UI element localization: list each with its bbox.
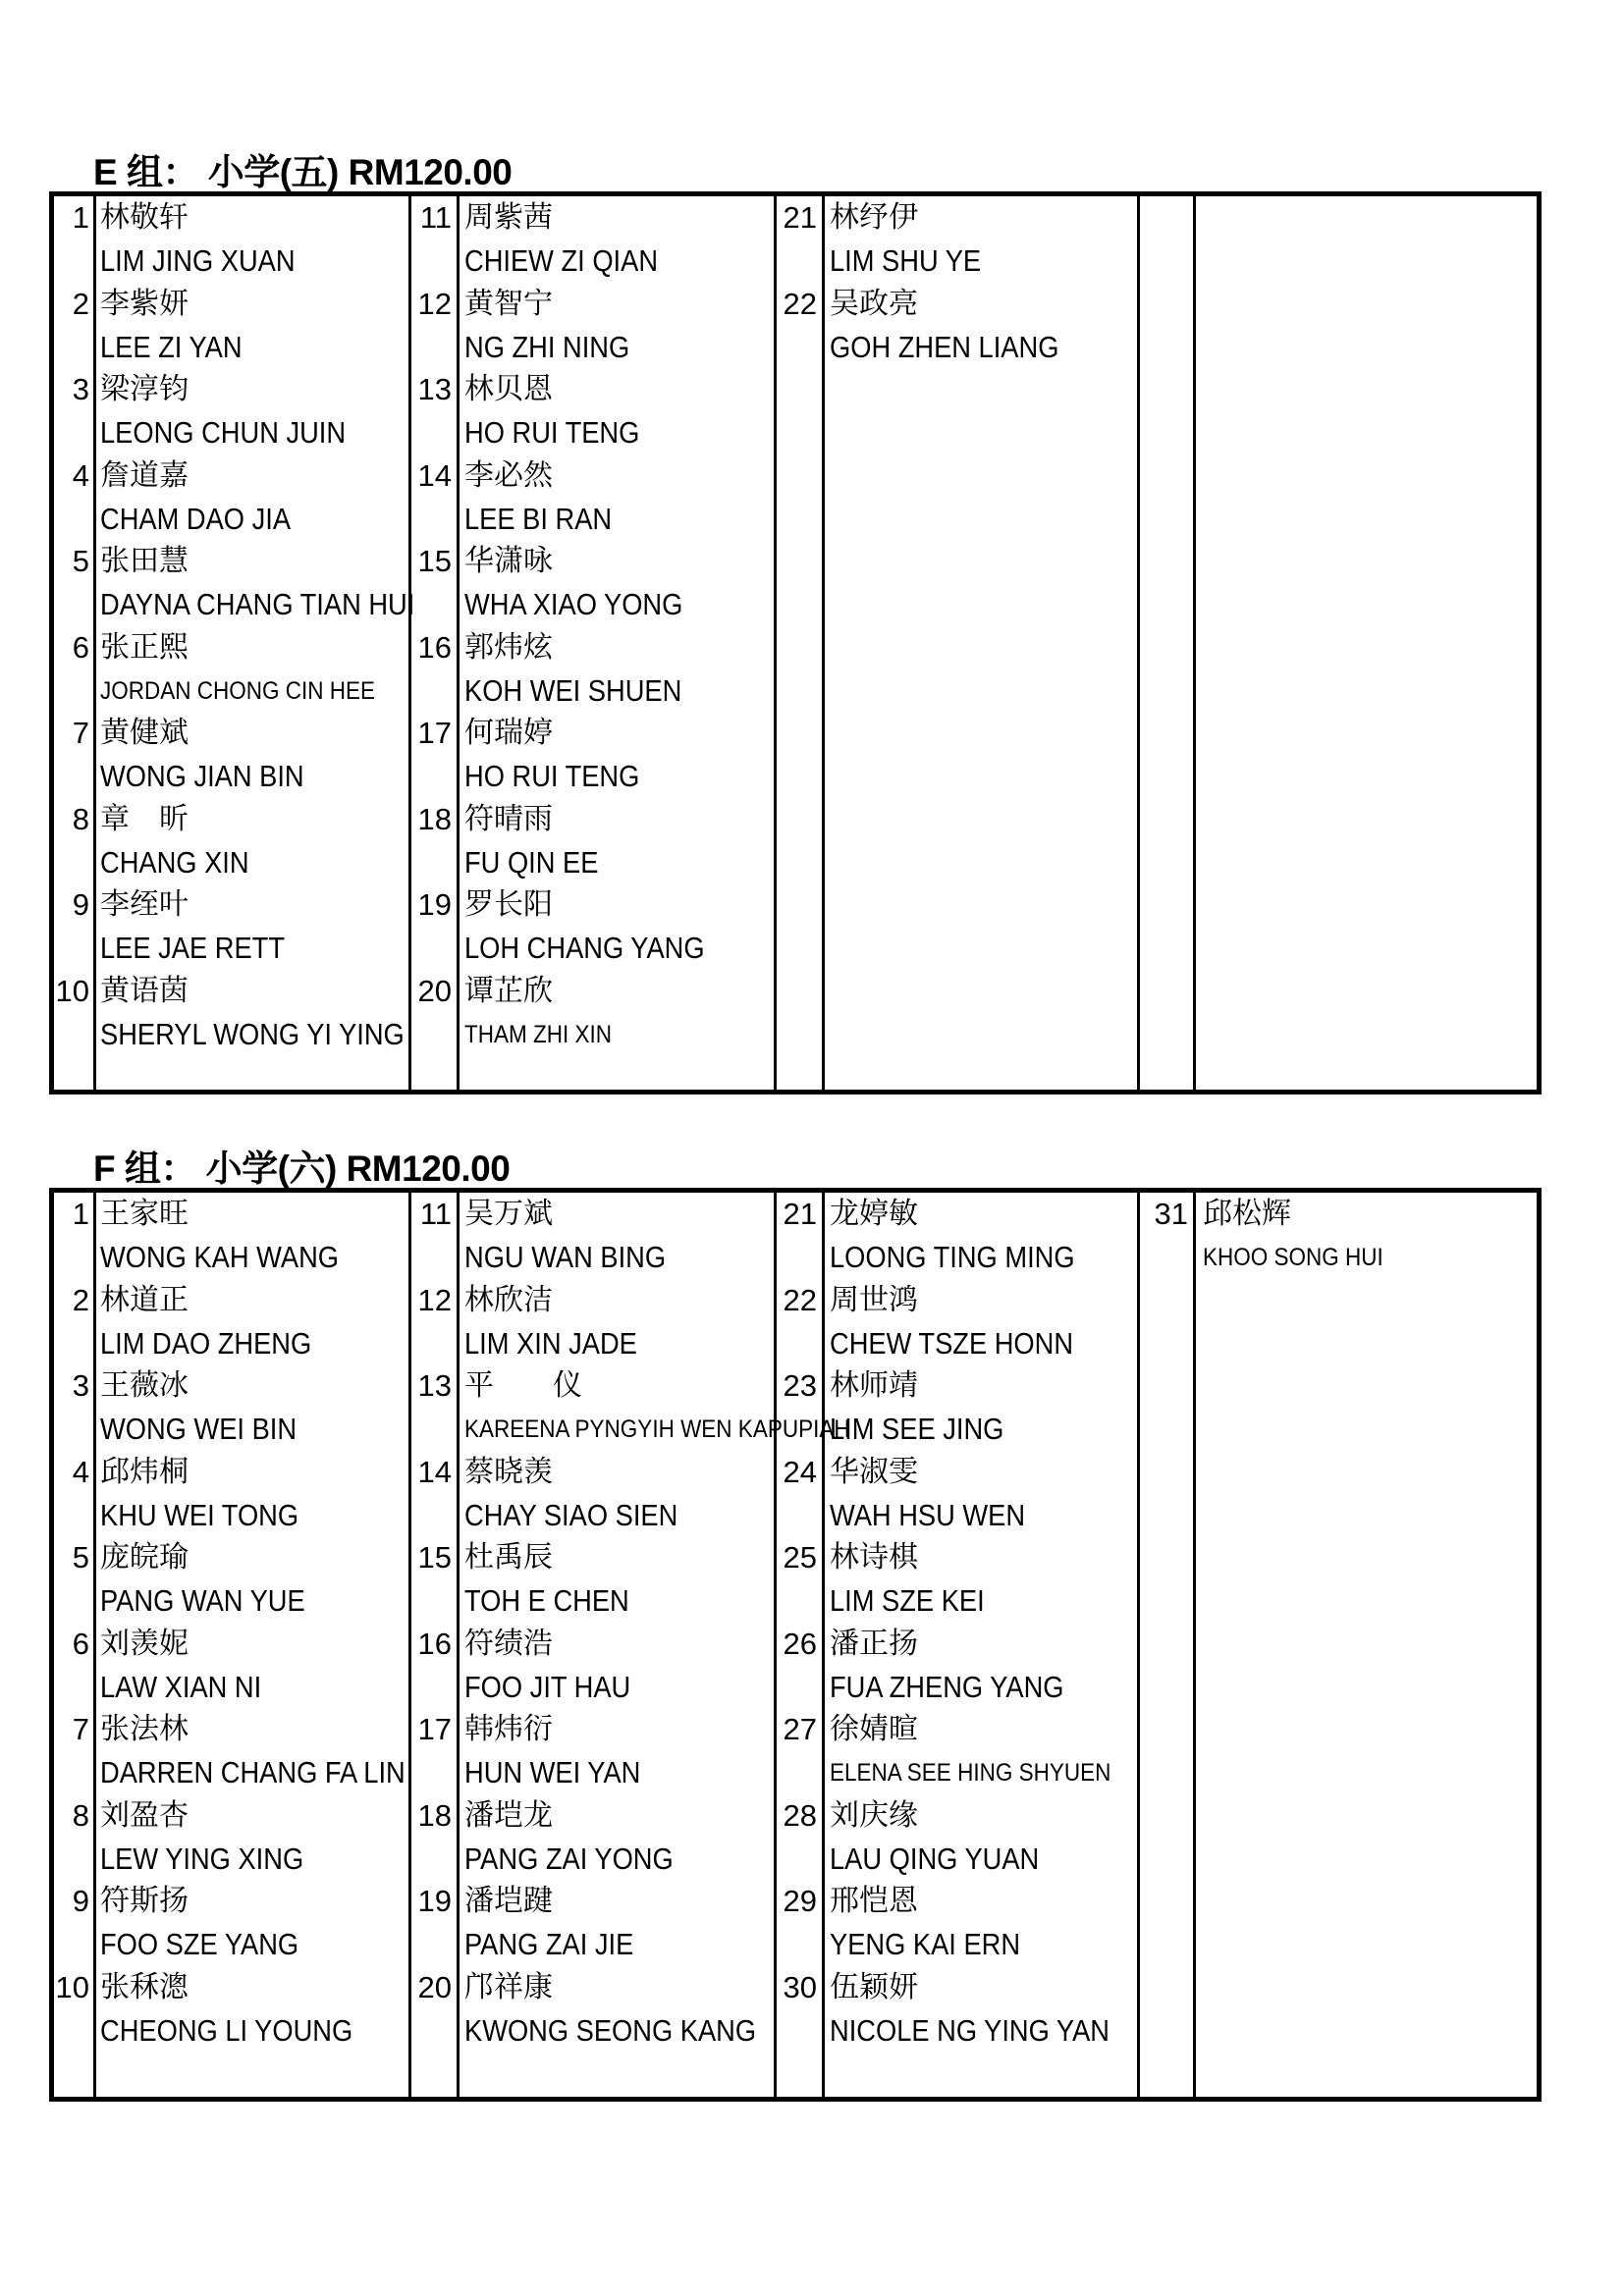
participant-number: 11 — [419, 200, 452, 235]
participant-english-name: LEW YING XING — [100, 1841, 304, 1876]
participant-chinese-name: 邱松辉 — [1203, 1197, 1291, 1231]
participant-number: 8 — [72, 801, 89, 836]
participant-number: 14 — [417, 1454, 452, 1489]
participant-chinese-name: 伍颖妍 — [830, 1969, 918, 2004]
participant-entry — [54, 454, 1537, 541]
participant-number: 25 — [783, 1540, 817, 1575]
participant-english-name: WAH HSU WEN — [830, 1497, 1026, 1532]
participant-chinese-name: 潘正扬 — [830, 1626, 918, 1661]
participant-english-name: LEE JAE RETT — [100, 931, 285, 965]
participant-english-name: KHU WEI TONG — [100, 1497, 299, 1532]
participant-entry — [54, 798, 1537, 884]
participant-entry — [54, 1364, 1537, 1451]
participant-chinese-name: 刘盈杏 — [100, 1797, 189, 1833]
participant-number: 17 — [417, 1712, 452, 1746]
participant-english-name: KOH WEI SHUEN — [464, 672, 682, 708]
participant-english-name: LIM DAO ZHENG — [100, 1325, 312, 1361]
participant-number: 2 — [72, 286, 89, 321]
participant-entry — [54, 883, 1537, 970]
section-title-f: F 组： 小学(六) RM120.00 — [93, 1148, 511, 1189]
participant-english-name: HUN WEI YAN — [464, 1755, 641, 1789]
participant-chinese-name: 王薇冰 — [100, 1368, 189, 1403]
participant-english-name: HO RUI TENG — [464, 415, 640, 450]
participant-number: 12 — [417, 286, 452, 321]
participant-english-name: CHAY SIAO SIEN — [464, 1497, 678, 1532]
participant-number: 11 — [419, 1197, 452, 1231]
participant-english-name: WHA XIAO YONG — [464, 587, 683, 621]
participant-chinese-name: 何瑞婷 — [464, 716, 553, 750]
participant-english-name: PANG WAN YUE — [100, 1583, 305, 1618]
participant-chinese-name: 黄健斌 — [100, 716, 189, 750]
participant-english-name: WONG WEI BIN — [100, 1412, 298, 1446]
participant-english-name: PANG ZAI JIE — [464, 1927, 634, 1961]
participant-entry — [54, 1193, 1537, 1279]
participant-entry — [54, 540, 1537, 626]
participant-number: 16 — [417, 1626, 452, 1661]
participant-english-name: LIM SEE JING — [830, 1412, 1004, 1446]
participant-number: 10 — [55, 973, 89, 1008]
participant-number: 16 — [417, 629, 452, 665]
participant-chinese-name: 吴政亮 — [830, 286, 918, 321]
participant-chinese-name: 平 仪 — [464, 1368, 582, 1403]
participant-number: 26 — [783, 1626, 817, 1661]
participant-number: 9 — [72, 887, 89, 922]
participant-entry — [54, 283, 1537, 369]
participant-number: 5 — [72, 544, 89, 578]
participant-chinese-name: 黄语茵 — [100, 973, 189, 1008]
participant-english-name: ELENA SEE HING SHYUEN — [830, 1759, 1111, 1787]
participant-chinese-name: 詹道嘉 — [100, 457, 189, 493]
participant-chinese-name: 林贝恩 — [464, 372, 553, 406]
participant-english-name: LAU QING YUAN — [830, 1841, 1040, 1876]
participant-chinese-name: 徐婧暄 — [830, 1712, 918, 1746]
participant-chinese-name: 林师靖 — [830, 1368, 918, 1403]
participant-chinese-name: 庞皖瑜 — [100, 1540, 189, 1575]
participant-english-name: LIM SHU YE — [830, 243, 982, 278]
participant-chinese-name: 张法林 — [100, 1712, 189, 1746]
roster-table-e — [49, 191, 1542, 1095]
participant-chinese-name: 林道正 — [100, 1282, 189, 1317]
participant-english-name: LAW XIAN NI — [100, 1669, 262, 1704]
participant-english-name: FOO JIT HAU — [464, 1669, 631, 1704]
participant-number: 18 — [417, 1797, 452, 1833]
participant-number: 21 — [783, 1197, 817, 1231]
participant-number: 15 — [417, 1540, 452, 1575]
participant-entry — [54, 1536, 1537, 1623]
participant-entry — [54, 712, 1537, 798]
participant-english-name: PANG ZAI YONG — [464, 1841, 674, 1876]
section-title-e: E 组： 小学(五) RM120.00 — [93, 152, 513, 192]
participant-chinese-name: 龙婷敏 — [830, 1197, 918, 1231]
participant-english-name: NGU WAN BING — [464, 1240, 667, 1274]
participant-english-name: FU QIN EE — [464, 844, 599, 880]
participant-entry — [54, 368, 1537, 454]
participant-entry — [54, 1708, 1537, 1794]
participant-chinese-name: 蔡晓羡 — [464, 1454, 553, 1489]
participant-english-name: YENG KAI ERN — [830, 1927, 1021, 1961]
participant-chinese-name: 邢恺恩 — [830, 1884, 918, 1918]
participant-number: 8 — [72, 1797, 89, 1833]
participant-english-name: CHANG XIN — [100, 844, 249, 880]
participant-number: 2 — [72, 1282, 89, 1317]
participant-chinese-name: 林敬轩 — [100, 200, 189, 235]
participant-chinese-name: 谭芷欣 — [464, 973, 553, 1008]
participant-english-name: DAYNA CHANG TIAN HUI — [100, 587, 415, 621]
participant-chinese-name: 李紫妍 — [100, 286, 189, 321]
participant-english-name: NICOLE NG YING YAN — [830, 2012, 1110, 2048]
participant-number: 4 — [72, 1454, 89, 1489]
participant-chinese-name: 李绖叶 — [100, 887, 189, 922]
participant-number: 3 — [72, 372, 89, 406]
participant-english-name: FOO SZE YANG — [100, 1927, 299, 1961]
participant-number: 20 — [417, 1969, 452, 2004]
participant-number: 1 — [72, 200, 89, 235]
participant-entry — [54, 1623, 1537, 1709]
participant-english-name: CHIEW ZI QIAN — [464, 243, 659, 278]
participant-english-name: CHEONG LI YOUNG — [100, 2012, 353, 2048]
participant-chinese-name: 林纾伊 — [830, 200, 918, 235]
participant-english-name: SHERYL WONG YI YING — [100, 1016, 405, 1051]
participant-chinese-name: 章 昕 — [100, 801, 189, 836]
participant-english-name: KHOO SONG HUI — [1203, 1244, 1383, 1271]
participant-chinese-name: 周紫茜 — [464, 200, 553, 235]
participant-number: 31 — [1154, 1197, 1188, 1231]
participant-number: 19 — [417, 887, 452, 922]
participant-english-name: LIM XIN JADE — [464, 1325, 637, 1361]
participant-entry — [54, 970, 1537, 1056]
participant-english-name: LEE ZI YAN — [100, 329, 243, 364]
participant-number: 10 — [55, 1969, 89, 2004]
participant-number: 19 — [417, 1884, 452, 1918]
participant-chinese-name: 李必然 — [464, 457, 553, 493]
participant-english-name: LOONG TING MING — [830, 1240, 1075, 1274]
participant-chinese-name: 符绩浩 — [464, 1626, 553, 1661]
participant-chinese-name: 刘羡妮 — [100, 1626, 189, 1661]
participant-number: 28 — [783, 1797, 817, 1833]
participant-english-name: HO RUI TENG — [464, 759, 640, 793]
participant-english-name: LEONG CHUN JUIN — [100, 415, 347, 450]
participant-chinese-name: 潘垲龙 — [464, 1797, 553, 1833]
participant-number: 27 — [783, 1712, 817, 1746]
participant-chinese-name: 张秝漗 — [100, 1969, 189, 2004]
participant-entry — [54, 626, 1537, 713]
participant-chinese-name: 韩炜衍 — [464, 1712, 553, 1746]
participant-number: 6 — [72, 1626, 89, 1661]
participant-chinese-name: 刘庆缘 — [830, 1797, 918, 1833]
participant-chinese-name: 张田慧 — [100, 544, 189, 578]
participant-number: 12 — [417, 1282, 452, 1317]
participant-english-name: THAM ZHI XIN — [464, 1020, 613, 1048]
participant-chinese-name: 吴万斌 — [464, 1197, 553, 1231]
participant-chinese-name: 杜禹辰 — [464, 1540, 553, 1575]
participant-number: 17 — [417, 716, 452, 750]
roster-table-f — [49, 1188, 1542, 2102]
participant-chinese-name: 邝祥康 — [464, 1969, 553, 2004]
participant-english-name: KWONG SEONG KANG — [464, 2012, 757, 2048]
participant-english-name: LOH CHANG YANG — [464, 931, 705, 965]
participant-chinese-name: 潘垲踺 — [464, 1884, 553, 1918]
participant-chinese-name: 符斯扬 — [100, 1884, 189, 1918]
participant-chinese-name: 王家旺 — [100, 1197, 189, 1231]
participant-chinese-name: 罗长阳 — [464, 887, 553, 922]
participant-english-name: TOH E CHEN — [464, 1583, 629, 1618]
participant-number: 1 — [72, 1197, 89, 1231]
participant-chinese-name: 周世鸿 — [830, 1282, 918, 1317]
participant-number: 3 — [72, 1368, 89, 1403]
participant-number: 22 — [783, 286, 817, 321]
participant-chinese-name: 林诗棋 — [830, 1540, 918, 1575]
participant-chinese-name: 符晴雨 — [464, 801, 553, 836]
participant-number: 15 — [417, 544, 452, 578]
participant-number: 6 — [72, 629, 89, 665]
participant-number: 7 — [72, 1712, 89, 1746]
participant-english-name: WONG JIAN BIN — [100, 759, 304, 793]
participant-number: 22 — [783, 1282, 817, 1317]
participant-number: 4 — [72, 457, 89, 493]
participant-chinese-name: 张正熙 — [100, 629, 189, 665]
participant-chinese-name: 梁淳钧 — [100, 372, 189, 406]
participant-english-name: KAREENA PYNGYIH WEN KAPUPIAH — [464, 1415, 850, 1443]
participant-english-name: WONG KAH WANG — [100, 1240, 339, 1274]
participant-number: 30 — [783, 1969, 817, 2004]
participant-english-name: JORDAN CHONG CIN HEE — [100, 676, 376, 705]
participant-number: 20 — [417, 973, 452, 1008]
participant-number: 29 — [783, 1884, 817, 1918]
participant-english-name: LEE BI RAN — [464, 501, 613, 536]
participant-entry — [54, 1880, 1537, 1966]
participant-number: 21 — [783, 200, 817, 235]
participant-number: 24 — [783, 1454, 817, 1489]
participant-entry — [54, 1794, 1537, 1881]
participant-english-name: FUA ZHENG YANG — [830, 1669, 1064, 1704]
participant-entry — [54, 1966, 1537, 2053]
participant-number: 18 — [417, 801, 452, 836]
participant-chinese-name: 华淑雯 — [830, 1454, 918, 1489]
participant-number: 5 — [72, 1540, 89, 1575]
participant-entry — [54, 1279, 1537, 1365]
participant-number: 13 — [417, 1368, 452, 1403]
participant-number: 23 — [783, 1368, 817, 1403]
participant-chinese-name: 郭炜炫 — [464, 629, 553, 665]
participant-english-name: LIM SZE KEI — [830, 1583, 985, 1618]
participant-chinese-name: 华潇咏 — [464, 544, 553, 578]
participant-entry — [54, 196, 1537, 283]
participant-number: 13 — [417, 372, 452, 406]
participant-entry — [54, 1451, 1537, 1537]
participant-chinese-name: 黄智宁 — [464, 286, 553, 321]
participant-english-name: NG ZHI NING — [464, 329, 630, 364]
participant-chinese-name: 邱炜桐 — [100, 1454, 189, 1489]
participant-english-name: GOH ZHEN LIANG — [830, 329, 1059, 364]
participant-number: 9 — [72, 1884, 89, 1918]
participant-english-name: LIM JING XUAN — [100, 243, 296, 278]
participant-english-name: DARREN CHANG FA LIN — [100, 1755, 406, 1789]
participant-number: 7 — [72, 716, 89, 750]
participant-english-name: CHAM DAO JIA — [100, 501, 292, 536]
participant-chinese-name: 林欣洁 — [464, 1282, 553, 1317]
participant-english-name: CHEW TSZE HONN — [830, 1325, 1074, 1361]
participant-number: 14 — [417, 457, 452, 493]
